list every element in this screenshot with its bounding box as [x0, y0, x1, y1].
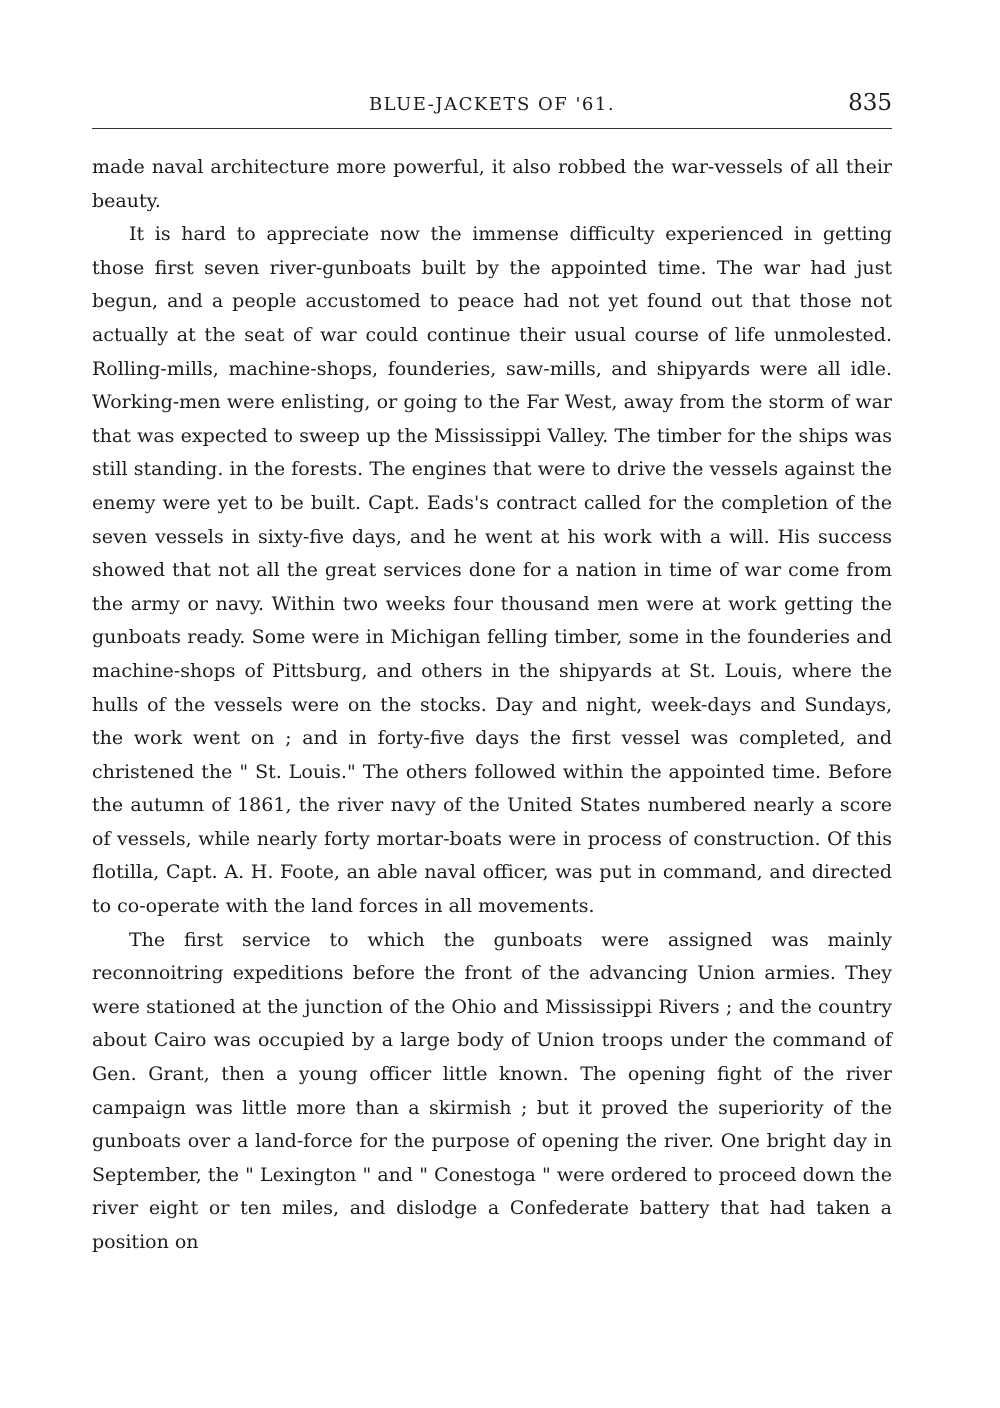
page-number: 835 [848, 90, 892, 116]
paragraph-gunboat-construction: It is hard to appreciate now the immense difficulty experienced in getting those first seven river-gunboats built by the appointed time. The war had just begun, and a people accustomed to peace had not yet found out that those not actually at the seat of war could continue their usual course of life unmolested. Rolling-mills, machine-shops, founderies, saw-mills, and shipyards were all idle. Working-men were enlisting, or going to the Far West, away from the storm of war that was expected to sweep up the Mississippi Valley. The timber for the ships was still standing. in the forests. The engines that were to drive the vessels against the enemy were yet to be built. Capt. Eads's contract called for the completion of the seven vessels in sixty-five days, and he went at his work with a will. His success showed that not all the great services done for a nation in time of war come from the army or navy. Within two weeks four thousand men were at work getting the gunboats ready. Some were in Michigan felling timber, some in the founderies and machine-shops of Pittsburg, and others in the shipyards at St. Louis, where the hulls of the vessels were on the stocks. Day and night, week-days and Sundays, the work went on ; and in forty-five days the first vessel was completed, and christened the " St. Louis." The others followed within the appointed time. Before the autumn of 1861, the river navy of the United States numbered nearly a score of vessels, while nearly forty mortar-boats were in process of construction. Of this flotilla, Capt. A. H. Foote, an able naval officer, was put in command, and directed to co-operate with the land forces in all movements. [92, 223, 892, 918]
book-page [92, 92, 892, 1260]
page-header [92, 92, 892, 129]
body-text [92, 151, 892, 1260]
paragraph-first-service: The first service to which the gunboats were assigned was mainly reconnoitring expeditions before the front of the advancing Union armies. They were stationed at the junction of the Ohio and Mississippi Rivers ; and the country about Cairo was occupied by a large body of Union troops under the command of Gen. Grant, then a young officer little known. The opening fight of the river campaign was little more than a skirmish ; but it proved the superiority of the gunboats over a land-force for the purpose of opening the river. One bright day in September, the " Lexington " and " Conestoga " were ordered to proceed down the river eight or ten miles, and dislodge a Confederate battery that had taken a position on [92, 928, 892, 1253]
running-title: BLUE-JACKETS OF '61. [368, 94, 616, 115]
paragraph-continued: made naval architecture more powerful, it also robbed the war-vessels of all their beauty. [92, 156, 892, 212]
